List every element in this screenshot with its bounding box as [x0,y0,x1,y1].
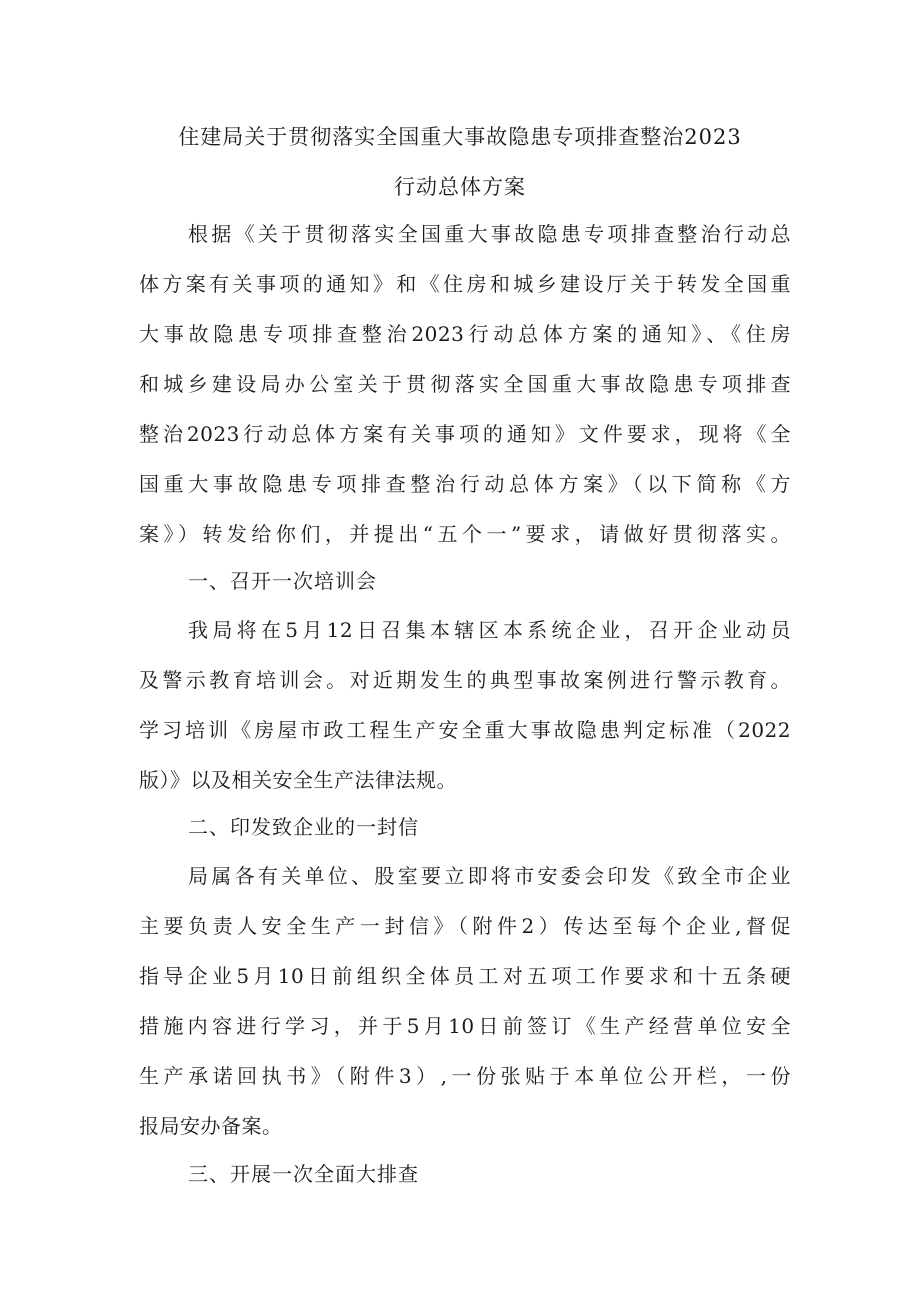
paragraph-line: 措施内容进行学习，并于5月10日前签订《生产经营单位安全 [139,1014,791,1038]
paragraph-line: 体方案有关事项的通知》和《住房和城乡建设厅关于转发全国重 [139,272,791,296]
paragraph-line: 和城乡建设局办公室关于贯彻落实全国重大事故隐患专项排查 [139,372,791,396]
section-1-heading: 一、召开一次培训会 [188,569,377,593]
paragraph-line: 大事故隐患专项排查整治2023行动总体方案的通知》、《住房 [139,322,791,346]
paragraph-line: 国重大事故隐患专项排查整治行动总体方案》（以下简称《方 [139,472,791,496]
paragraph-line: 局属各有关单位、股室要立即将市安委会印发《致全市企业 [188,864,791,888]
paragraph-line: 指导企业5月10日前组织全体员工对五项工作要求和十五条硬 [139,964,791,988]
paragraph-line: 主要负责人安全生产一封信》（附件2）传达至每个企业,督促 [139,914,791,938]
paragraph-line: 生产承诺回执书》（附件3）,一份张贴于本单位公开栏，一份 [139,1064,791,1088]
paragraph-line: 版）》以及相关安全生产法律法规。 [139,768,457,792]
paragraph-line: 及警示教育培训会。对近期发生的典型事故案例进行警示教育。 [139,668,791,692]
document-title-line-2: 行动总体方案 [394,175,526,199]
paragraph-line: 案》）转发给你们，并提出“五个一”要求，请做好贯彻落实。 [139,522,791,546]
section-2-heading: 二、印发致企业的一封信 [188,815,419,839]
document-title-line-1: 住建局关于贯彻落实全国重大事故隐患专项排查整治2023 [178,125,742,149]
paragraph-line: 整治2023行动总体方案有关事项的通知》文件要求，现将《全 [139,422,791,446]
paragraph-line: 报局安办备案。 [139,1114,283,1138]
paragraph-line: 学习培训《房屋市政工程生产安全重大事故隐患判定标准（2022 [139,718,791,742]
paragraph-line: 我局将在5月12日召集本辖区本系统企业，召开企业动员 [188,618,791,642]
paragraph-line: 根据《关于贯彻落实全国重大事故隐患专项排查整治行动总 [188,222,791,246]
section-3-heading: 三、开展一次全面大排查 [188,1162,419,1186]
